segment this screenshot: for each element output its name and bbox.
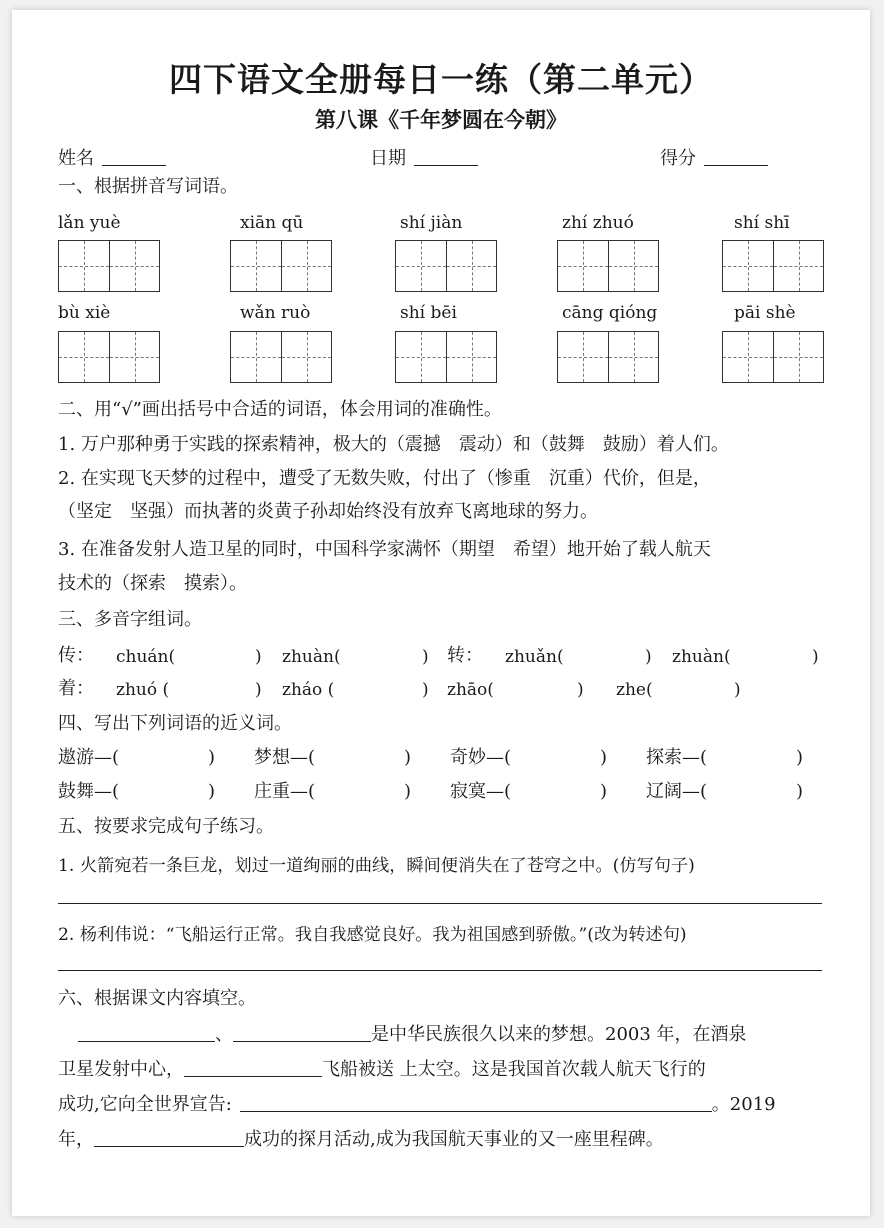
synonym-close: )	[208, 781, 216, 802]
score-field[interactable]	[660, 144, 768, 170]
pinyin-label: zhí zhuó	[562, 213, 634, 233]
fill-blank[interactable]	[94, 1130, 244, 1147]
fill-blank[interactable]	[184, 1060, 322, 1077]
question-text: 1. 火箭宛若一条巨龙，划过一道绚丽的曲线，瞬间便消失在了苍穹之中。(仿写句子)	[58, 856, 695, 876]
tian-grid-box[interactable]	[230, 240, 332, 292]
synonym-prompt[interactable]: 遨游—(	[58, 747, 120, 768]
polyphone-open[interactable]: zhuàn(	[672, 647, 731, 667]
question-text: 2. 在实现飞天梦的过程中，遭受了无数失败，付出了（惨重 沉重）代价，但是，	[58, 468, 711, 489]
synonym-prompt[interactable]: 庄重—(	[254, 781, 316, 802]
pinyin-label: shí bēi	[400, 303, 457, 323]
polyphone-close: )	[734, 680, 741, 700]
polyphone-close: )	[645, 647, 652, 667]
pinyin-label: cāng qióng	[562, 303, 658, 323]
fill-line[interactable]	[58, 1130, 664, 1149]
synonym-close: )	[404, 747, 412, 768]
section3-heading: 三、多音字组词。	[58, 609, 202, 630]
polyphone-close: )	[577, 680, 584, 700]
fill-blank[interactable]	[78, 1025, 215, 1042]
polyphone-close: )	[422, 647, 429, 667]
synonym-prompt[interactable]: 鼓舞—(	[58, 781, 120, 802]
polyphone-close: )	[422, 680, 429, 700]
fill-separator: 、	[215, 1024, 233, 1045]
synonym-prompt[interactable]: 寂寞—(	[450, 781, 512, 802]
fill-text: 卫星发射中心，	[58, 1059, 184, 1080]
section5-heading: 五、按要求完成句子练习。	[58, 816, 274, 837]
date-label: 日期	[370, 148, 406, 169]
question-text: 3. 在准备发射人造卫星的同时，中国科学家满怀（期望 希望）地开始了载人航天	[58, 539, 711, 560]
synonym-prompt[interactable]: 奇妙—(	[450, 747, 512, 768]
fill-text: 成功,它向全世界宣告:	[58, 1094, 232, 1115]
polyphone-open[interactable]: chuán(	[116, 647, 176, 667]
pinyin-label: lǎn yuè	[58, 213, 121, 233]
worksheet-page	[12, 10, 870, 1216]
fill-text: 是中华民族很久以来的梦想。2003 年，在酒泉	[371, 1024, 747, 1045]
polyphone-open[interactable]: zhe(	[616, 680, 653, 700]
tian-grid-box[interactable]	[58, 331, 160, 383]
fill-line[interactable]	[58, 1060, 706, 1079]
page-title: 四下语文全册每日一练（第二单元）	[169, 60, 713, 99]
name-label: 姓名	[58, 148, 94, 169]
fill-blank[interactable]	[233, 1025, 371, 1042]
polyphone-close: )	[255, 647, 262, 667]
name-blank[interactable]	[102, 147, 166, 166]
synonym-prompt[interactable]: 梦想—(	[254, 747, 316, 768]
polyphone-close: )	[255, 680, 262, 700]
pinyin-label: shí shī	[734, 213, 790, 233]
section2-heading: 二、用“√”画出括号中合适的词语，体会用词的准确性。	[58, 399, 502, 420]
tian-grid-box[interactable]	[58, 240, 160, 292]
tian-grid-box[interactable]	[395, 240, 497, 292]
date-field[interactable]	[370, 144, 478, 170]
pinyin-label: xiān qū	[240, 213, 304, 233]
synonym-close: )	[600, 781, 608, 802]
polyphone-char: 转：	[447, 645, 483, 666]
answer-line[interactable]	[58, 903, 822, 904]
polyphone-char: 传：	[58, 645, 94, 666]
polyphone-open[interactable]: zhuǎn(	[505, 647, 564, 667]
synonym-prompt[interactable]: 辽阔—(	[646, 781, 708, 802]
lesson-subtitle: 第八课《千年梦圆在今朝》	[315, 107, 567, 132]
tian-grid-box[interactable]	[230, 331, 332, 383]
synonym-close: )	[600, 747, 608, 768]
fill-text: 年，	[58, 1129, 94, 1150]
answer-line[interactable]	[58, 970, 822, 971]
tian-grid-box[interactable]	[557, 331, 659, 383]
polyphone-char: 着：	[58, 678, 94, 699]
synonym-close: )	[208, 747, 216, 768]
tian-grid-box[interactable]	[557, 240, 659, 292]
tian-grid-box[interactable]	[395, 331, 497, 383]
score-label: 得分	[660, 148, 696, 169]
polyphone-open[interactable]: zhāo(	[447, 680, 494, 700]
fill-text: 成功的探月活动,成为我国航天事业的又一座里程碑。	[244, 1129, 664, 1150]
synonym-close: )	[796, 781, 804, 802]
question-text: （坚定 坚强）而执著的炎黄子孙却始终没有放弃飞离地球的努力。	[58, 501, 598, 522]
synonym-close: )	[796, 747, 804, 768]
question-text: 2. 杨利伟说：“飞船运行正常。我自我感觉良好。我为祖国感到骄傲。”(改为转述句)	[58, 925, 687, 945]
polyphone-open[interactable]: zhuàn(	[282, 647, 341, 667]
fill-line[interactable]	[58, 1095, 776, 1114]
polyphone-open[interactable]: zhuó (	[116, 680, 170, 700]
polyphone-open[interactable]: zháo (	[282, 680, 335, 700]
name-field[interactable]	[58, 144, 166, 170]
section6-heading: 六、根据课文内容填空。	[58, 988, 256, 1009]
pinyin-label: bù xiè	[58, 303, 111, 323]
section4-heading: 四、写出下列词语的近义词。	[58, 713, 292, 734]
date-blank[interactable]	[414, 147, 478, 166]
synonym-prompt[interactable]: 探索—(	[646, 747, 708, 768]
section1-heading: 一、根据拼音写词语。	[58, 176, 238, 197]
pinyin-label: shí jiàn	[400, 213, 463, 233]
tian-grid-box[interactable]	[722, 331, 824, 383]
pinyin-label: wǎn ruò	[240, 303, 311, 323]
fill-blank[interactable]	[240, 1095, 712, 1112]
pinyin-label: pāi shè	[734, 303, 796, 323]
question-text: 技术的（探索 摸索）。	[58, 573, 247, 594]
score-blank[interactable]	[704, 147, 768, 166]
tian-grid-box[interactable]	[722, 240, 824, 292]
fill-text: 飞船被送 上太空。这是我国首次载人航天飞行的	[322, 1059, 706, 1080]
fill-text: 。2019	[711, 1094, 776, 1115]
synonym-close: )	[404, 781, 412, 802]
fill-line[interactable]	[78, 1025, 747, 1044]
polyphone-close: )	[812, 647, 819, 667]
question-text: 1. 万户那种勇于实践的探索精神，极大的（震撼 震动）和（鼓舞 鼓励）着人们。	[58, 434, 729, 455]
